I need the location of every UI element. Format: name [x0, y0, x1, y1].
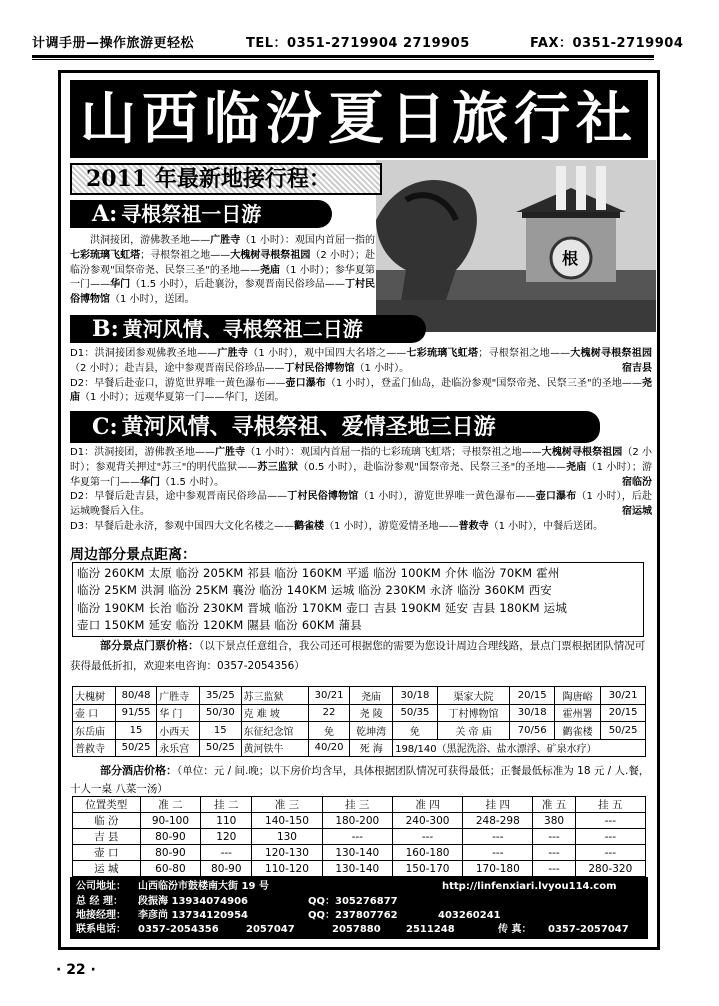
table-cell: 60-80 [140, 861, 201, 877]
operator-label: 地接经理： [76, 910, 126, 921]
table-cell: 160-180 [392, 845, 462, 861]
table-cell: --- [463, 829, 533, 845]
table-cell: 克 难 坡 [241, 704, 308, 722]
table-cell: --- [533, 845, 575, 861]
table-cell: 丁村博物馆 [437, 704, 510, 722]
website-link[interactable]: http://linfenxiari.lvyou114.com [442, 881, 617, 892]
table-header-cell: 挂 五 [575, 797, 645, 813]
route-a-sight: 大槐树寻根祭祖园 [230, 249, 311, 261]
ticket-note-title: 部分景点门票价格： [100, 639, 199, 652]
agency-title: 山西临汾夏日旅行社 [70, 80, 648, 158]
gm-label: 总 经 理： [76, 896, 123, 907]
route-a-sight: 丁村民俗博物馆 [70, 279, 376, 306]
overnight-label: 宿吉县 [622, 362, 652, 374]
table-cell: 40/20 [308, 739, 349, 757]
table-cell: 50/25 [601, 722, 646, 740]
day-text: （1 小时）；游华夏第一门—— [70, 461, 653, 488]
route-a-text: （1 小时）；参华夏第一门—— [70, 264, 375, 291]
day-sight: 尧庙 [70, 377, 652, 404]
header-slogan: 计调手册—操作旅游更轻松 [32, 36, 195, 51]
table-cell: 大槐树 [73, 687, 116, 705]
day-text: （1 小时），中餐后送团。 [488, 520, 604, 532]
day-text: （2 小时）；参观背关押过"苏三"的明代监狱—— [70, 447, 653, 473]
table-cell: 120-130 [252, 845, 322, 861]
table-cell: 80-90 [201, 861, 252, 877]
fax-label: 传 真： [498, 924, 532, 935]
footer-row-operator [76, 908, 642, 923]
day-sight: 尧庙 [565, 461, 587, 473]
table-cell: 80-90 [140, 829, 201, 845]
route-b-day1 [70, 347, 652, 377]
ticket-note [70, 636, 652, 676]
day-sight: 鹳雀楼 [294, 520, 325, 532]
header-tel: TEL：0351-2719904 2719905 [246, 36, 470, 51]
route-c-day3 [70, 520, 652, 535]
route-a-title [70, 200, 332, 228]
day-text: （1 小时），观中国四大名塔之—— [248, 348, 407, 359]
table-cell: 黄河铁牛 [241, 739, 308, 757]
table-cell: --- [575, 845, 645, 861]
root-gate-photo [376, 160, 656, 332]
table-cell: 130-140 [322, 861, 392, 877]
operator-qq: QQ：237807762 [308, 910, 398, 921]
table-cell: 壶 口 [73, 704, 116, 722]
table-cell: 90-100 [140, 813, 201, 829]
day-sight: 壶口瀑布 [535, 491, 577, 503]
table-header-cell: 位置类型 [73, 797, 141, 813]
table-cell: --- [322, 829, 392, 845]
table-cell: 120 [201, 829, 252, 845]
table-cell: 免 [393, 722, 438, 740]
ticket-price-table [72, 686, 646, 757]
table-row [73, 704, 646, 722]
route-b-title [70, 315, 426, 343]
table-cell: --- [575, 813, 645, 829]
page-number: · 22 · [56, 962, 96, 978]
table-cell: 35/25 [200, 687, 241, 705]
table-cell: 180-200 [322, 813, 392, 829]
day-text: D1：洪洞接团，游佛教圣地—— [70, 447, 215, 458]
route-a-text: （2 小时）；赴临汾参观"国祭帝尧、民祭三圣"的圣地—— [70, 249, 375, 276]
table-cell: 30/21 [601, 687, 646, 705]
table-cell: 380 [533, 813, 575, 829]
table-row [73, 739, 646, 757]
day-sight: 丁村民俗博物馆 [284, 362, 355, 374]
table-cell: 91/55 [115, 704, 156, 722]
table-cell: 免 [308, 722, 349, 740]
table-cell: 霍州署 [555, 704, 601, 722]
table-cell: 尧庙 [350, 687, 393, 705]
day-text: D1：洪洞接团参观佛教圣地—— [70, 348, 218, 359]
route-c-day1 [70, 446, 652, 490]
table-cell: --- [575, 829, 645, 845]
table-cell: 普救寺 [73, 739, 116, 757]
route-a-text: 洪洞接团，游佛教圣地—— [90, 235, 211, 246]
table-cell: --- [533, 861, 575, 877]
overnight-label: 宿临汾 [622, 476, 652, 488]
table-cell: 华 门 [157, 704, 200, 722]
table-cell: 240-300 [392, 813, 462, 829]
table-cell: 110-120 [252, 861, 322, 877]
table-cell: 乾坤湾 [350, 722, 393, 740]
gm-qq: QQ：305276877 [308, 896, 398, 907]
phone-label: 联系电话： [76, 924, 126, 935]
table-cell: 198/140（黑泥洗浴、盐水漂浮、矿泉水疗） [393, 739, 646, 757]
route-a-text: （1 小时），送团。 [110, 294, 195, 306]
hotel-price-table [72, 796, 646, 877]
route-a-text: （1.5 小时），后赴襄汾，参观晋南民俗珍品—— [130, 279, 345, 291]
day-text: （0.5 小时），赴临汾参观"国祭帝尧、民祭三圣"的圣地—— [298, 461, 566, 473]
route-b-description [70, 347, 652, 406]
address-value: 山西临汾市鼓楼南大街 19 号 [138, 881, 269, 892]
day-text: （1 小时），游览世界唯一黄色瀑布—— [358, 491, 536, 503]
day-text: （1 小时）。 [354, 362, 410, 374]
itinerary-heading: 2011 年最新地接行程： [70, 163, 382, 195]
footer-row-phone [76, 922, 642, 937]
distance-line: 临汾 190KM 长治 临汾 230KM 晋城 临汾 170KM 壶口 吉县 190KM 延安 吉县 180KM 运城 [77, 600, 568, 615]
day-sight: 华门 [140, 476, 160, 488]
distance-line: 临汾 25KM 洪洞 临汾 25KM 襄汾 临汾 140KM 运城 临汾 230KM 永济 临汾 360KM 西安 [77, 583, 553, 598]
table-cell: 尧 陵 [350, 704, 393, 722]
day-sight: 广胜寺 [217, 348, 249, 359]
table-cell: 30/18 [510, 704, 555, 722]
footer-row-gm [76, 894, 642, 909]
ticket-note-text: （以下景点任意组合，我公司还可根据您的需要为您设计周边合理线路，景点门票根据团队情况可获得最低折扣，欢迎来电咨询：0357-2054356） [70, 640, 646, 672]
table-cell: 70/56 [510, 722, 555, 740]
table-header-cell: 准 四 [392, 797, 462, 813]
day-text: D3：早餐后赴永济，参观中国四大文化名楼之—— [70, 520, 295, 532]
phone-2: 2057047 [246, 924, 295, 935]
page-header [32, 34, 684, 54]
route-a-text: （1 小时）：观国内首屈一指的 [240, 235, 376, 246]
day-sight: 苏三监狱 [257, 461, 299, 473]
day-sight: 壶口瀑布 [285, 377, 326, 389]
table-cell: 广胜寺 [157, 687, 200, 705]
table-cell: 50/25 [115, 739, 156, 757]
route-b-letter: B: [92, 316, 119, 342]
table-header-cell: 挂 四 [463, 797, 533, 813]
gate-illustration [376, 160, 656, 332]
table-cell: 渠家大院 [437, 687, 510, 705]
footer-row-address [76, 879, 642, 894]
day-text: （2 小时）；赴吉县，途中参观晋南民俗珍品—— [70, 362, 285, 374]
table-cell: 小西天 [157, 722, 200, 740]
day-text: ；寻根祭祖之地—— [478, 348, 571, 359]
table-row [73, 829, 646, 845]
route-b-day2 [70, 377, 652, 407]
table-cell: 运 城 [73, 861, 141, 877]
table-header-row [73, 797, 646, 813]
day-sight: 大槐树寻根祭祖园 [570, 348, 653, 359]
day-text: D2：早餐后赴吉县，途中参观晋南民俗珍品—— [70, 491, 288, 503]
header-fax: FAX：0351-2719904 [530, 36, 684, 51]
table-cell: 170-180 [463, 861, 533, 877]
table-cell: 东岳庙 [73, 722, 116, 740]
table-cell: --- [392, 829, 462, 845]
table-cell: 130 [252, 829, 322, 845]
route-a-letter: A: [92, 201, 118, 227]
overnight-label: 宿运城 [622, 506, 652, 518]
route-a-sight: 七彩琉璃飞虹塔 [70, 249, 141, 261]
table-cell: 壶 口 [73, 845, 141, 861]
table-cell: 150-170 [392, 861, 462, 877]
operator-value: 李彦尚 13734120954 [138, 910, 249, 921]
table-header-cell: 准 二 [140, 797, 201, 813]
header-rule [32, 55, 654, 58]
table-header-cell: 准 三 [252, 797, 322, 813]
table-cell: 苏三监狱 [241, 687, 308, 705]
day-text: （1.5 小时）。 [160, 476, 225, 488]
phone-4: 2511248 [406, 924, 455, 935]
distance-box [72, 562, 644, 637]
route-a-sight: 尧庙 [259, 264, 281, 276]
hotel-note-text: （单位：元 / 间.晚；以下房价均含早，具体根据团队情况可获得最低；正餐最低标准为 18 元 / 人.餐，十人一桌 八菜一汤） [70, 765, 650, 795]
table-cell: 30/21 [308, 687, 349, 705]
header-rule-thin [32, 59, 654, 60]
table-row [73, 861, 646, 877]
table-cell: 280-320 [575, 861, 645, 877]
svg-text:根: 根 [562, 249, 579, 268]
day-text: （1 小时）；远观华夏第一门——华门，送团。 [80, 392, 285, 404]
route-a-sight: 广胜寺 [210, 235, 241, 246]
route-c-name: 黄河风情、寻根祭祖、爱情圣地三日游 [121, 414, 496, 440]
route-a-text: ；寻根祭祖之地—— [140, 249, 231, 261]
day-text: （1 小时），登孟门仙岛，赴临汾参观"国祭帝尧、民祭三圣"的圣地—— [325, 377, 642, 389]
distance-line: 临汾 260KM 太原 临汾 205KM 祁县 临汾 160KM 平遥 临汾 100KM 介休 临汾 70KM 霍州 [77, 566, 560, 580]
table-cell: 20/15 [510, 687, 555, 705]
route-a-name: 寻根祭祖一日游 [121, 202, 262, 226]
table-row [73, 813, 646, 829]
table-cell: 50/30 [200, 704, 241, 722]
table-cell: 20/15 [601, 704, 646, 722]
day-text: （1 小时）：观国内首屈一指的七彩琉璃飞虹塔；寻根祭祖之地—— [245, 447, 542, 458]
table-cell: --- [533, 829, 575, 845]
route-a-sight: 华门 [110, 279, 131, 291]
nearby-title: 周边部分景点距离： [70, 547, 196, 563]
table-cell: 永乐宫 [157, 739, 200, 757]
table-cell: 临 汾 [73, 813, 141, 829]
route-c-description [70, 446, 652, 535]
table-row [73, 687, 646, 705]
table-cell: 吉 县 [73, 829, 141, 845]
table-cell: 140-150 [252, 813, 322, 829]
day-text: （1 小时），后赴运城晚餐后入住。 [70, 491, 653, 518]
table-cell: 50/35 [393, 704, 438, 722]
table-cell: 80-90 [140, 845, 201, 861]
table-cell: 死 海 [350, 739, 393, 757]
table-row [73, 722, 646, 740]
table-cell: 248-298 [463, 813, 533, 829]
table-cell: 50/25 [200, 739, 241, 757]
day-sight: 大槐树寻根祭祖园 [541, 447, 623, 458]
table-cell: 15 [200, 722, 241, 740]
table-cell: 80/48 [115, 687, 156, 705]
day-sight: 丁村民俗博物馆 [287, 491, 359, 503]
table-cell: --- [463, 845, 533, 861]
phone-1: 0357-2054356 [138, 924, 219, 935]
day-text: （1 小时），游览爱情圣地—— [324, 520, 459, 532]
route-a-description [70, 234, 375, 308]
route-c-day2 [70, 490, 652, 520]
table-cell: 东征纪念馆 [241, 722, 308, 740]
route-c-title [70, 411, 600, 443]
table-cell: 陶唐峪 [555, 687, 601, 705]
table-cell: 110 [201, 813, 252, 829]
table-cell: 22 [308, 704, 349, 722]
gm-value: 段振海 13934074906 [138, 896, 249, 907]
table-cell: --- [201, 845, 252, 861]
distance-line: 壶口 150KM 延安 临汾 120KM 隰县 临汾 60KM 蒲县 [77, 617, 362, 632]
hotel-note [70, 762, 652, 798]
route-b-name: 黄河风情、寻根祭祖二日游 [122, 317, 363, 341]
hotel-note-title: 部分酒店价格： [100, 764, 177, 777]
table-header-cell: 挂 二 [201, 797, 252, 813]
day-sight: 七彩琉璃飞虹塔 [406, 348, 479, 359]
table-header-cell: 挂 三 [322, 797, 392, 813]
fax-value: 0357-2057047 [548, 924, 629, 935]
address-label: 公司地址： [76, 881, 126, 892]
table-header-cell: 准 五 [533, 797, 575, 813]
table-cell: 30/18 [393, 687, 438, 705]
table-row [73, 845, 646, 861]
day-text: D2：早餐后赴壶口，游览世界唯一黄色瀑布—— [70, 377, 286, 389]
day-sight: 普救寺 [458, 520, 489, 532]
table-cell: 关 帝 庙 [437, 722, 510, 740]
route-c-letter: C: [92, 414, 118, 440]
table-cell: 鹳雀楼 [555, 722, 601, 740]
day-sight: 广胜寺 [214, 447, 246, 458]
table-cell: 130-140 [322, 845, 392, 861]
contact-footer [70, 877, 648, 939]
operator-qq-2: 403260241 [438, 910, 501, 921]
phone-3: 2057880 [332, 924, 381, 935]
table-cell: 15 [115, 722, 156, 740]
